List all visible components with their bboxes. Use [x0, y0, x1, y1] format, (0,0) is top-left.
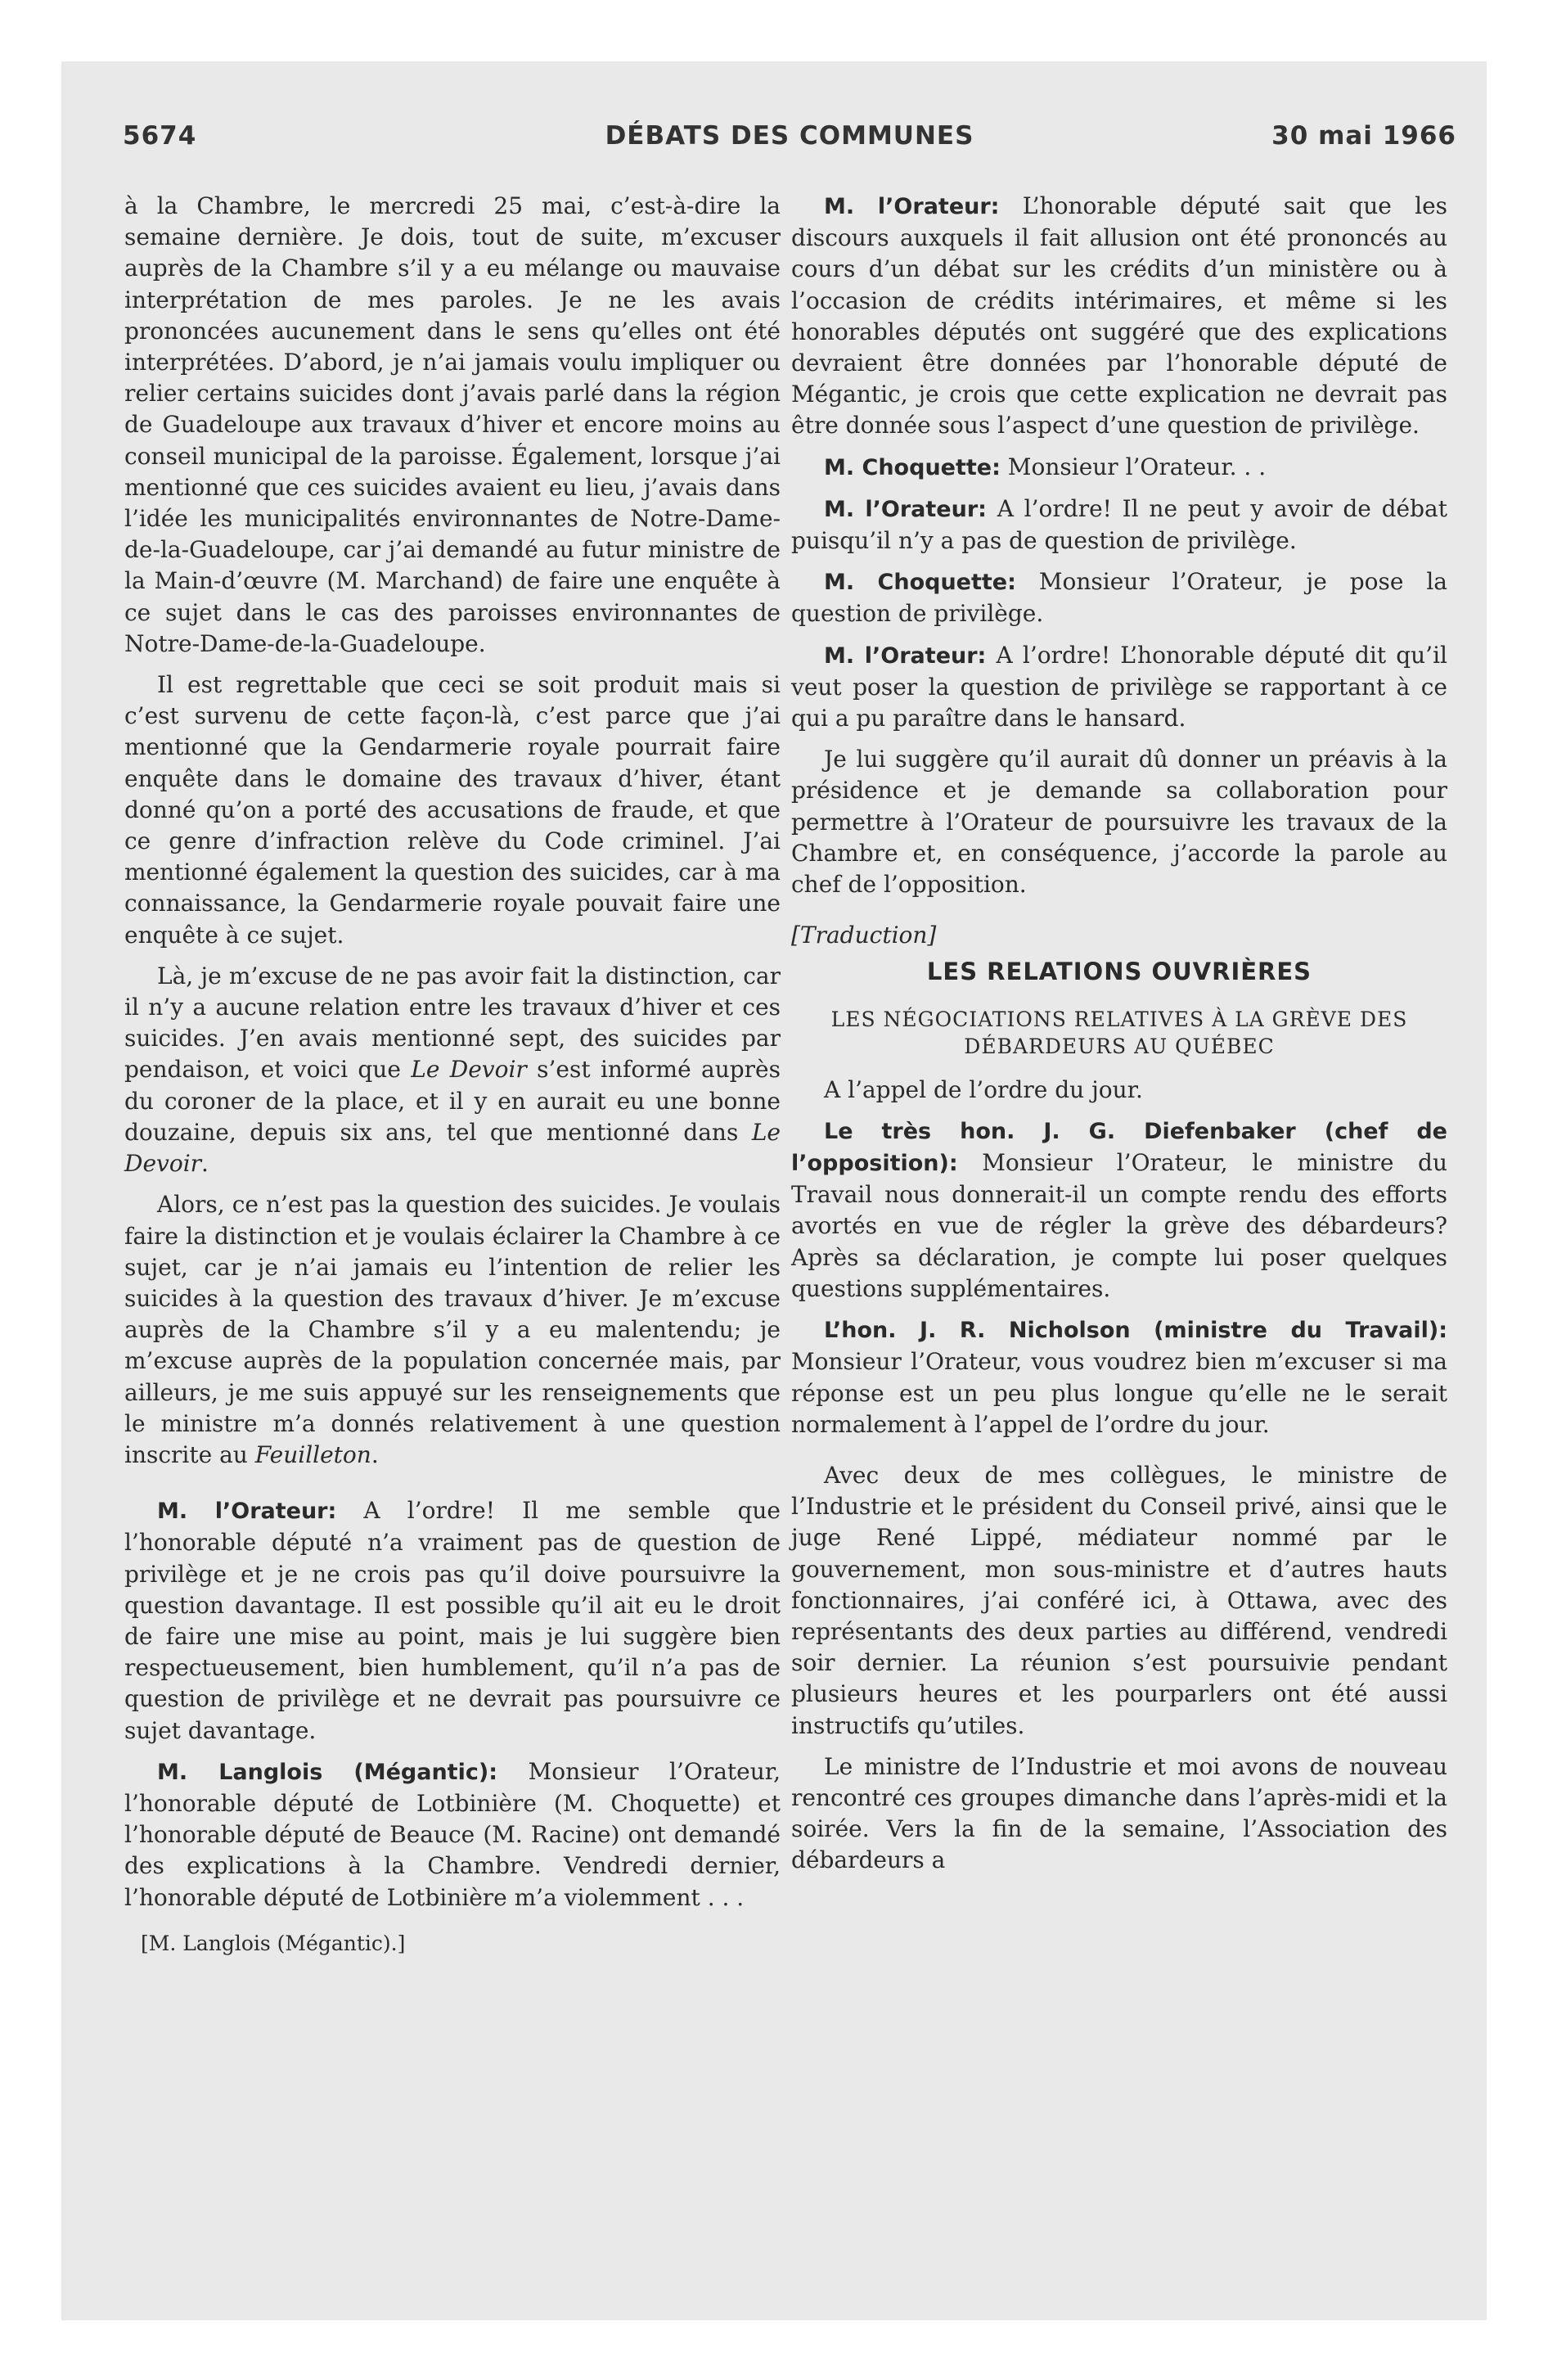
- paragraph: Il est regrettable que ceci se soit produit mais si c’est survenu de cette façon-là, c’est parce que j’ai mentionné que la Gendarmerie royale pourrait faire enquête dans le domaine des travaux d’hiver, étant donné qu’on a porté des accusations de fraude, et que ce genre d’infraction relève du Code criminel. J’ai mentionné également la question des suicides, car à ma connaissance, la Gendarmerie royale pouvait faire une enquête à ce sujet.: [124, 671, 781, 949]
- speech-text: Monsieur l’Orateur, vous voudrez bien m’excuser si ma réponse est un peu plus longue qu’elle ne le serait normalement à l’appel de l’ordre du jour.: [791, 1348, 1447, 1438]
- page-title: DÉBATS DES COMMUNES: [605, 121, 974, 151]
- paragraph: [124, 961, 781, 1179]
- speech-text: A l’ordre! L’honorable député dit qu’il veut poser la question de privilège se rapportant à ce qui a pu paraître dans le hansard.: [791, 641, 1447, 732]
- speech: [791, 566, 1447, 629]
- publication-title: Le Devoir: [411, 1056, 527, 1084]
- speech-text: Monsieur l’Orateur, je pose la question de privilège.: [791, 568, 1447, 628]
- speaker-name: M. Langlois (Mégantic):: [157, 1759, 497, 1785]
- publication-title: Le Devoir: [124, 1118, 781, 1178]
- speech-text: Monsieur l’Orateur. . .: [1000, 453, 1267, 480]
- translation-marker: [Traduction]: [791, 922, 937, 949]
- speech-text: A l’ordre! Il me semble que l’honorable député n’a vraiment pas de question de privilège et je ne crois pas qu’il doive poursuivre la question davantage. Il est possible qu’il ait eu le droit de faire une mise au point, mais je lui suggère bien respectueusement, bien humblement, qu’il n’a pas de question de privilège et ne devrait pas poursuivre ce sujet davantage.: [124, 1497, 781, 1744]
- text-run: s’est informé auprès du coroner de la place, et il y en aurait eu une bonne douzaine, depuis six ans, tel que mentionné dans: [124, 1056, 781, 1146]
- speech: [791, 452, 1447, 484]
- speaker-name: M. Choquette:: [824, 570, 1016, 596]
- paragraph: à la Chambre, le mercredi 25 mai, c’est-à-dire la semaine dernière. Je dois, tout de suite, m’excuser auprès de la Chambre s’il y a eu mélange ou mauvaise interprétation de mes paroles. Je ne les avais prononcées aucunement dans le sens qu’elles ont été interprétées. D’abord, je n’ai jamais voulu impliquer ou relier certains suicides dont j’avais parlé dans la région de Guadeloupe aux travaux d’hiver et encore moins au conseil municipal de la paroisse. Également, lorsque j’ai mentionné que ces suicides avaient eu lieu, j’avais dans l’idée les municipalités environnantes de Notre-Dame-de-la-Guadeloupe, car j’ai demandé au futur ministre de la Main-d’œuvre (M. Marchand) de faire une enquête à ce sujet dans le cas des paroisses environnantes de Notre-Dame-de-la-Guadeloupe.: [124, 192, 781, 657]
- speech: [791, 1314, 1447, 1440]
- speech-text: A l’ordre! Il ne peut y avoir de débat puisqu’il n’y a pas de question de privilège.: [791, 494, 1447, 555]
- page-date: 30 mai 1966: [1271, 121, 1456, 151]
- speaker-name: M. l’Orateur:: [157, 1499, 337, 1525]
- section-subheading: LES NÉGOCIATIONS RELATIVES À LA GRÈVE DES DÉBARDEURS AU QUÉBEC: [830, 1007, 1408, 1058]
- left-column: [124, 191, 781, 1969]
- section-heading: LES RELATIONS OUVRIÈRES: [926, 958, 1312, 986]
- publication-title: Feuilleton: [254, 1440, 371, 1468]
- speaker-name: M. l’Orateur:: [824, 642, 987, 669]
- speaker-name: M. Choquette:: [824, 454, 1001, 480]
- speech-text: L’honorable député sait que les discours auxquels il fait allusion ont été prononcés au cours d’un débat sur les crédits d’un ministère ou à l’occasion de crédits intérimaires, et même si les honorables députés ont suggéré que des explications devraient être données par l’honorable député de Mégantic, je crois que cette explication ne devrait pas être donnée sous l’aspect d’une question de privilège.: [791, 192, 1448, 439]
- speech: [791, 640, 1447, 735]
- text-run: Alors, ce n’est pas la question des suicides. Je voulais faire la distinction et je voulais éclairer la Chambre à ce sujet, car je n’ai jamais eu l’intention de relier les suicides à la question des travaux d’hiver. Je m’excuse auprès de la Chambre s’il y a eu malentendu; je m’excuse auprès de la population concernée mais, par ailleurs, je me suis appuyé sur les renseignements que le ministre m’a donnés relativement à une question inscrite au: [124, 1191, 781, 1468]
- paragraph: Le ministre de l’Industrie et moi avons de nouveau rencontré ces groupes dimanche dans l’après-midi et la soirée. Vers la fin de la semaine, l’Association des débardeurs a: [791, 1752, 1447, 1874]
- paragraph: [124, 1189, 781, 1471]
- text-run: Là, je m’excuse de ne pas avoir fait la distinction, car il n’y a aucune relation entre les travaux d’hiver et ces suicides. J’en avais mentionné sept, des suicides par pendaison, et voici que: [124, 962, 781, 1084]
- speaker-note: [M. Langlois (Mégantic).]: [141, 1931, 406, 1955]
- speech: [124, 1495, 781, 1747]
- text-run: .: [201, 1150, 209, 1178]
- speech-text: Monsieur l’Orateur, le ministre du Travail nous donnerait-il un compte rendu des efforts avortés en vue de régler la grève des débardeurs? Après sa déclaration, je compte lui poser quelques questions supplémentaires.: [791, 1149, 1447, 1302]
- paragraph: A l’appel de l’ordre du jour.: [824, 1075, 1143, 1103]
- page-header: [123, 121, 1456, 162]
- speaker-name: Le très hon. J. G. Diefenbaker (chef de l’opposition):: [791, 1118, 1447, 1177]
- paragraph: Je lui suggère qu’il aurait dû donner un préavis à la présidence et je demande sa collaboration pour permettre à l’Orateur de poursuivre les travaux de la Chambre et, en conséquence, j’accorde la parole au chef de l’opposition.: [791, 746, 1447, 899]
- paragraph: Avec deux de mes collègues, le ministre de l’Industrie et le président du Conseil privé, ainsi que le juge René Lippé, médiateur nommé par le gouvernement, mon sous-ministre et d’autres hauts fonctionnaires, j’ai conféré ici, à Ottawa, avec des représentants des deux parties au différend, vendredi soir dernier. La réunion s’est poursuivie pendant plusieurs heures et les pourparlers ont été aussi instructifs qu’utiles.: [791, 1461, 1447, 1739]
- page-number: 5674: [123, 121, 197, 151]
- speech: [791, 494, 1447, 557]
- speech: [791, 1116, 1447, 1305]
- text-run: .: [371, 1440, 379, 1468]
- speaker-name: L’hon. J. R. Nicholson (ministre du Travail):: [824, 1318, 1447, 1344]
- speaker-name: M. l’Orateur:: [824, 194, 1000, 219]
- speaker-name: M. l’Orateur:: [824, 496, 987, 522]
- speech: [791, 191, 1447, 442]
- speech-text: Monsieur l’Orateur, l’honorable député de Lotbinière (M. Choquette) et l’honorable député de Beauce (M. Racine) ont demandé des explications à la Chambre. Vendredi dernier, l’honorable député de Lotbinière m’a violemment . . .: [124, 1757, 781, 1911]
- right-column: [791, 191, 1447, 1886]
- speech: [124, 1756, 781, 1913]
